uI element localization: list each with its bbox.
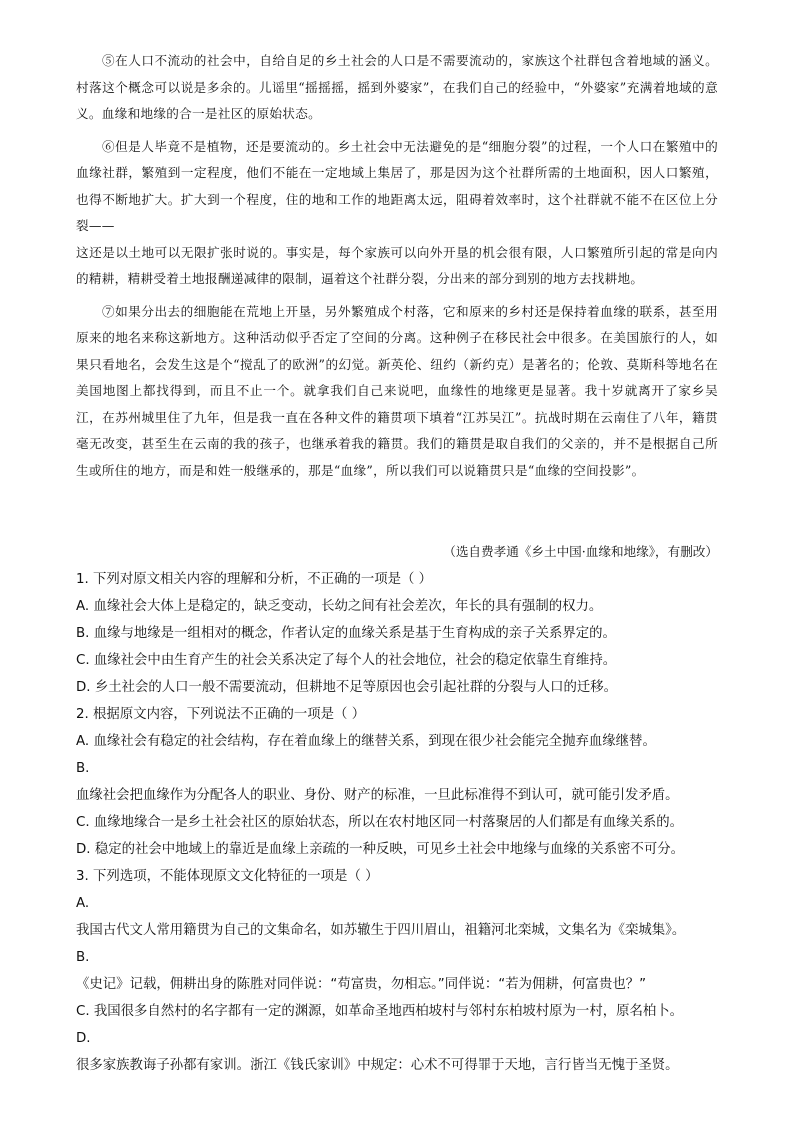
question-1-option-c: C. 血缘社会中由生育产生的社会关系决定了每个人的社会地位，社会的稳定依靠生育维持。 [76, 653, 617, 668]
question-1-stem: 1. 下列对原文相关内容的理解和分析，不正确的一项是（ ） [76, 572, 433, 587]
question-3-option-d-letter: D. [76, 1031, 91, 1046]
paragraph-6: ⑥但是人毕竟不是植物，还是要流动的。乡土社会中无法避免的是“细胞分裂”的过程，一个人口在繁殖中的血缘社群，繁殖到一定程度，他们不能在一定地域上集居了，那是因为这个社群所需的土地面积，因人口繁殖，也得不断地扩大。扩大到一个程度，住的地和工作的地距离太远，阻碍着效率时，这个社群就不能不在区位上分裂—— [76, 138, 718, 233]
question-2-option-b: 血缘社会把血缘作为分配各人的职业、身份、财产的标准，一旦此标准得不到认可，就可能引发矛盾。 [76, 788, 679, 803]
question-2-option-d: D. 稳定的社会中地域上的靠近是血缘上亲疏的一种反映，可见乡土社会中地缘与血缘的关系密不可分。 [76, 842, 685, 857]
question-2-stem: 2. 根据原文内容，下列说法不正确的一项是（ ） [76, 707, 366, 722]
questions-section [76, 566, 726, 1079]
question-1-option-d: D. 乡土社会的人口一般不需要流动，但耕地不足等原因也会引起社群的分裂与人口的迁移。 [76, 680, 618, 695]
question-1-option-b: B. 血缘与地缘是一组相对的概念，作者认定的血缘关系是基于生育构成的亲子关系界定的。 [76, 626, 616, 641]
question-3-option-a-letter: A. [76, 896, 90, 911]
question-2-option-b-letter: B. [76, 761, 90, 776]
paragraph-6-continued: 这还是以土地可以无限扩张时说的。事实是，每个家族可以向外开垦的机会很有限，人口繁殖所引起的常是向内的精耕，精耕受着土地报酬递减律的限制，逼着这个社群分裂，分出来的部分到别的地方去找耕地。 [76, 244, 718, 286]
question-2-option-a: A. 血缘社会有稳定的社会结构，存在着血缘上的继替关系，到现在很少社会能完全抛弃血缘继替。 [76, 734, 656, 749]
question-3-option-a: 我国古代文人常用籍贯为自己的文集命名，如苏辙生于四川眉山，祖籍河北栾城，文集名为《栾城集》。 [76, 923, 686, 938]
reading-passage [76, 48, 718, 484]
question-3-option-b: 《史记》记载，佣耕出身的陈胜对同伴说：“苟富贵，勿相忘。”同伴说：“若为佣耕，何富贵也？” [76, 977, 647, 992]
paragraph-7: ⑦如果分出去的细胞能在荒地上开垦，另外繁殖成个村落，它和原来的乡村还是保持着血缘的联系，甚至用原来的地名来称这新地方。这种活动似乎否定了空间的分离。这种例子在移民社会中很多。在美国旅行的人，如果只看地名，会发生这是个“搅乱了的欧洲”的幻觉。新英伦、纽约（新约克）是著名的；伦敦、莫斯科等地名在美国地图上都找得到，而且不止一个。就拿我们自己来说吧，血缘性的地缘更是显著。我十岁就离开了家乡吴江，在苏州城里住了九年，但是我一直在各种文件的籍贯项下填着“江苏吴江”。抗战时期在云南住了八年，籍贯毫无改变，甚至生在云南的我的孩子，也继承着我的籍贯。我们的籍贯是取自我们的父亲的，并不是根据自己所生或所住的地方，而是和姓一般继承的，那是“血缘”，所以我们可以说籍贯只是“血缘的空间投影”。 [76, 303, 718, 478]
question-3-option-d: 很多家族教诲子孙都有家训。浙江《钱氏家训》中规定：心术不可得罪于天地，言行皆当无愧于圣贤。 [76, 1058, 679, 1073]
question-1-option-a: A. 血缘社会大体上是稳定的，缺乏变动，长幼之间有社会差次，年长的具有强制的权力。 [76, 599, 603, 614]
question-2-option-c: C. 血缘地缘合一是乡土社会社区的原始状态，所以在农村地区同一村落聚居的人们都是有血缘关系的。 [76, 815, 684, 830]
paragraph-5: ⑤在人口不流动的社会中，自给自足的乡土社会的人口是不需要流动的，家族这个社群包含着地域的涵义。村落这个概念可以说是多余的。儿谣里“摇摇摇，摇到外婆家”，在我们自己的经验中，“外婆家”充满着地域的意义。血缘和地缘的合一是社区的原始状态。 [76, 53, 718, 121]
passage-source: （选自费孝通《乡土中国·血缘和地缘》，有删改） [443, 544, 718, 559]
question-3-stem: 3. 下列选项，不能体现原文文化特征的一项是（ ） [76, 869, 379, 884]
question-3-option-c: C. 我国很多自然村的名字都有一定的渊源，如革命圣地西柏坡村与邻村东柏坡村原为一村，原名柏卜。 [76, 1004, 684, 1019]
question-3-option-b-letter: B. [76, 950, 90, 965]
